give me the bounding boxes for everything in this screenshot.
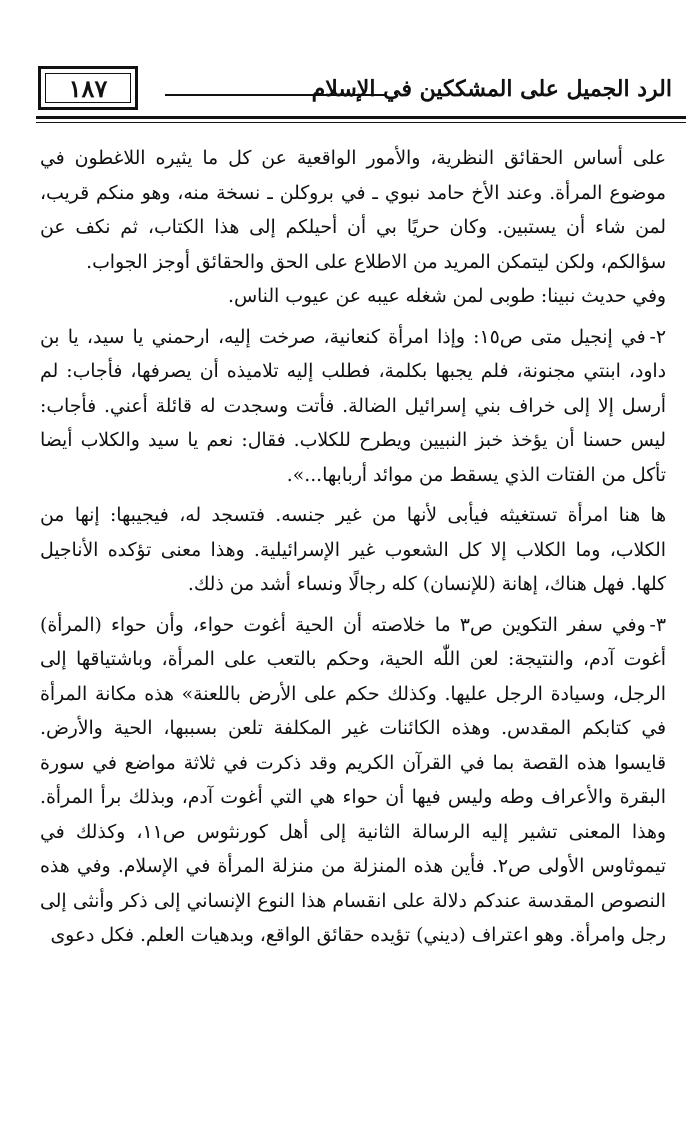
paragraph-2: وفي حديث نبينا: طوبى لمن شغله عيبه عن عيوب الناس.	[228, 286, 666, 307]
page-number-box	[38, 66, 138, 110]
item-text-2: في إنجيل متى ص١٥: وإذا امرأة كنعانية، صرخت إليه، ارحمني يا سيد، يا بن داود، ابنتي مجنونة، فلم يجبها بكلمة، فطلب إليه تلاميذه أن يصرفها، فأجاب: لم أرسل إلا إلى خراف بني إسرائيل الضالة. فأتت وسجدت له قائلة أعني. فأجاب: ليس حسنا أن يؤخذ خبز النبيين ويطرح للكلاب. فقال: نعم يا سيد والكلاب أيضا تأكل من الفتات الذي يسقط من موائد أربابها...».	[40, 326, 666, 486]
paragraph-1: على أساس الحقائق النظرية، والأمور الواقعية عن كل ما يثيره اللاغطون في موضوع المرأة. وعند الأخ حامد نبوي ـ في بروكلن ـ نسخة منه، وهو منكم قريب، لمن شاء أن يستبين. وكان حريًا بي أن أحيلكم إلى هذا الكتاب، ثم نكف عن سؤالكم، ولكن ليتمكن المريد من الاطلاع على الحق والحقائق أوجز الجواب.	[40, 148, 666, 273]
numbered-item-3	[40, 609, 666, 954]
page-number: ١٨٧	[68, 73, 108, 103]
paragraph-commentary: ها هنا امرأة تستغيثه فيأبى لأنها من غير جنسه. فتسجد له، فيجيبها: إنها من الكلاب، وما الكلاب إلا كل الشعوب غير الإسرائيلية. وهذا معنى تؤكده الأناجيل كلها. فهل هناك، إهانة (للإنسان) كله رجالًا ونساء أشد من ذلك.	[40, 505, 666, 595]
running-title: الرد الجميل على المشككين في الإسلام	[311, 76, 672, 102]
numbered-item-2	[40, 321, 666, 494]
page-number-inner-frame	[45, 73, 131, 103]
page-body	[40, 142, 666, 954]
header-rule-thin	[36, 122, 686, 123]
item-text-3: وفي سفر التكوين ص٣ ما خلاصته أن الحية أغوت حواء، وأن حواء (المرأة) أغوت آدم، والنتيجة: لعن اللّٰه الحية، وحكم بالتعب على المرأة، وباشتياقها إلى الرجل، وسيادة الرجل عليها. وكذلك حكم على الأرض باللعنة» هذه مكانة المرأة في كتابكم المقدس. وهذه الكائنات غير المكلفة تلعن بسببها، الحية والأرض. قايسوا هذه القصة بما في القرآن الكريم وقد ذكرت في ثلاثة مواضع في سورة البقرة والأعراف وطه وليس فيها أن حواء هي التي أغوت آدم، وبذلك برأ المرأة. وهذا المعنى تشير إليه الرسالة الثانية إلى أهل كورنثوس ص١١، وكذلك في تيموثاوس الأولى ص٢. فأين هذه المنزلة من منزلة المرأة في الإسلام. وفي هذه النصوص المقدسة عندكم دلالة على انقسام هذا النوع الإنساني إلى ذكر وأنثى إلى رجل وامرأة. وهو اعتراف (ديني) تؤيده حقائق الواقع، وبدهيات العلم. فكل دعوى	[40, 614, 666, 946]
item-number-2: ٢-	[649, 326, 666, 348]
header-rule-thick	[36, 116, 686, 119]
page-header	[20, 58, 678, 118]
item-number-3: ٣-	[649, 614, 666, 636]
